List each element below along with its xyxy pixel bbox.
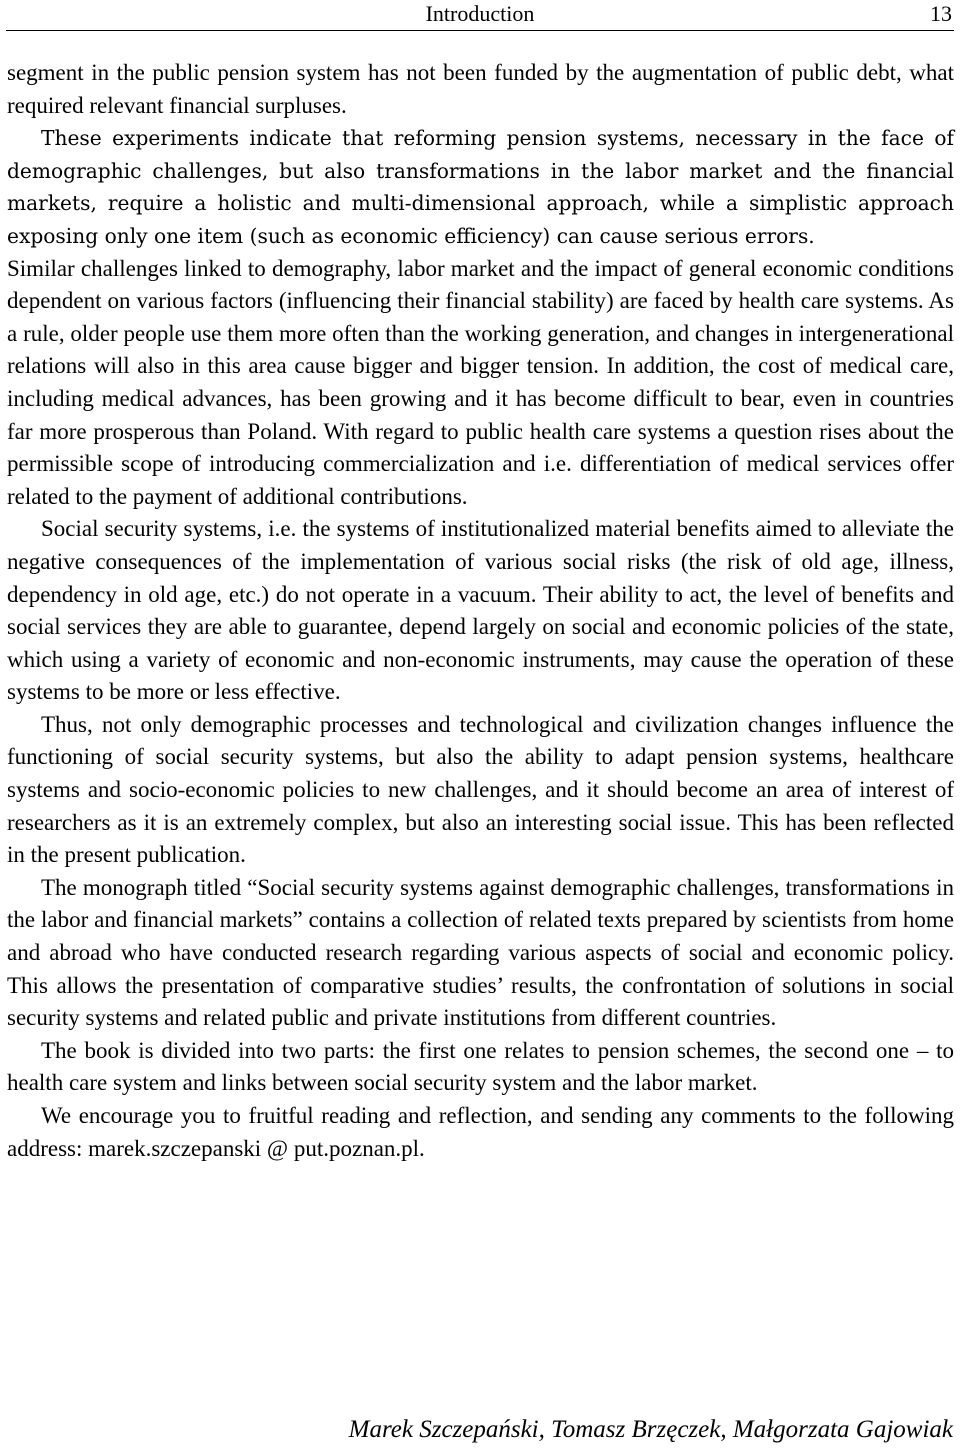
page-number: 13 <box>930 1 952 26</box>
paragraph: The book is divided into two parts: the first one relates to pension schemes, the second one – to health care system and links between social security system and the labor market. <box>7 1037 954 1096</box>
paragraph: Similar challenges linked to demography, labor market and the impact of general economic conditions dependent on various factors (influencing their financial stability) are faced by health care systems. As a rule, older people use them more often than the working generation, and changes in intergenerational relations will also in this area cause bigger and bigger tension. In addition, the cost of medical care, including medical advances, has been growing and it has become difficult to bear, even in countries far more prosperous than Poland. With regard to public health care systems a question rises about the permissible scope of introducing commercialization and i.e. differentiation of medical services offer related to the payment of additional contributions. <box>7 255 954 509</box>
author-signature: Marek Szczepański, Tomasz Brzęczek, Małgorzata Gajowiak <box>348 1416 953 1443</box>
body-text <box>7 57 954 1165</box>
paragraph: The monograph titled “Social security systems against demographic challenges, transformations in the labor and financial markets” contains a collection of related texts prepared by scientists from home and abroad who have conducted research regarding various aspects of social and economic policy. This allows the presentation of comparative studies’ results, the confrontation of solutions in social security systems and related public and private institutions from different countries. <box>7 874 954 1031</box>
paragraph: Social security systems, i.e. the systems of institutionalized material benefits aimed to alleviate the negative consequences of the implementation of various social risks (the risk of old age, illness, dependency in old age, etc.) do not operate in a vacuum. Their ability to act, the level of benefits and social services they are able to guarantee, depend largely on social and economic policies of the state, which using a variety of economic and non-economic instruments, may cause the operation of these systems to be more or less effective. <box>7 516 954 705</box>
paragraph: segment in the public pension system has not been funded by the augmentation of public debt, what required relevant financial surpluses. <box>7 60 954 118</box>
paragraph: These experiments indicate that reforming pension systems, necessary in the face of demographic challenges, but also transformations in the labor market and the financial markets, require a holistic and multi-dimensional approach, while a simplistic approach exposing only one item (such as economic efficiency) can cause serious errors. <box>7 126 954 248</box>
paragraph: Thus, not only demographic processes and technological and civilization changes influence the functioning of social security systems, but also the ability to adapt pension systems, healthcare systems and socio-economic policies to new challenges, and it should become an area of interest of researchers as it is an extremely complex, but also an interesting social issue. This has been reflected in the present publication. <box>7 711 954 868</box>
running-header <box>6 0 954 31</box>
header-title: Introduction <box>425 1 535 26</box>
paragraph: We encourage you to fruitful reading and reflection, and sending any comments to the following address: marek.szczepanski @ put.poznan.pl. <box>7 1103 954 1161</box>
